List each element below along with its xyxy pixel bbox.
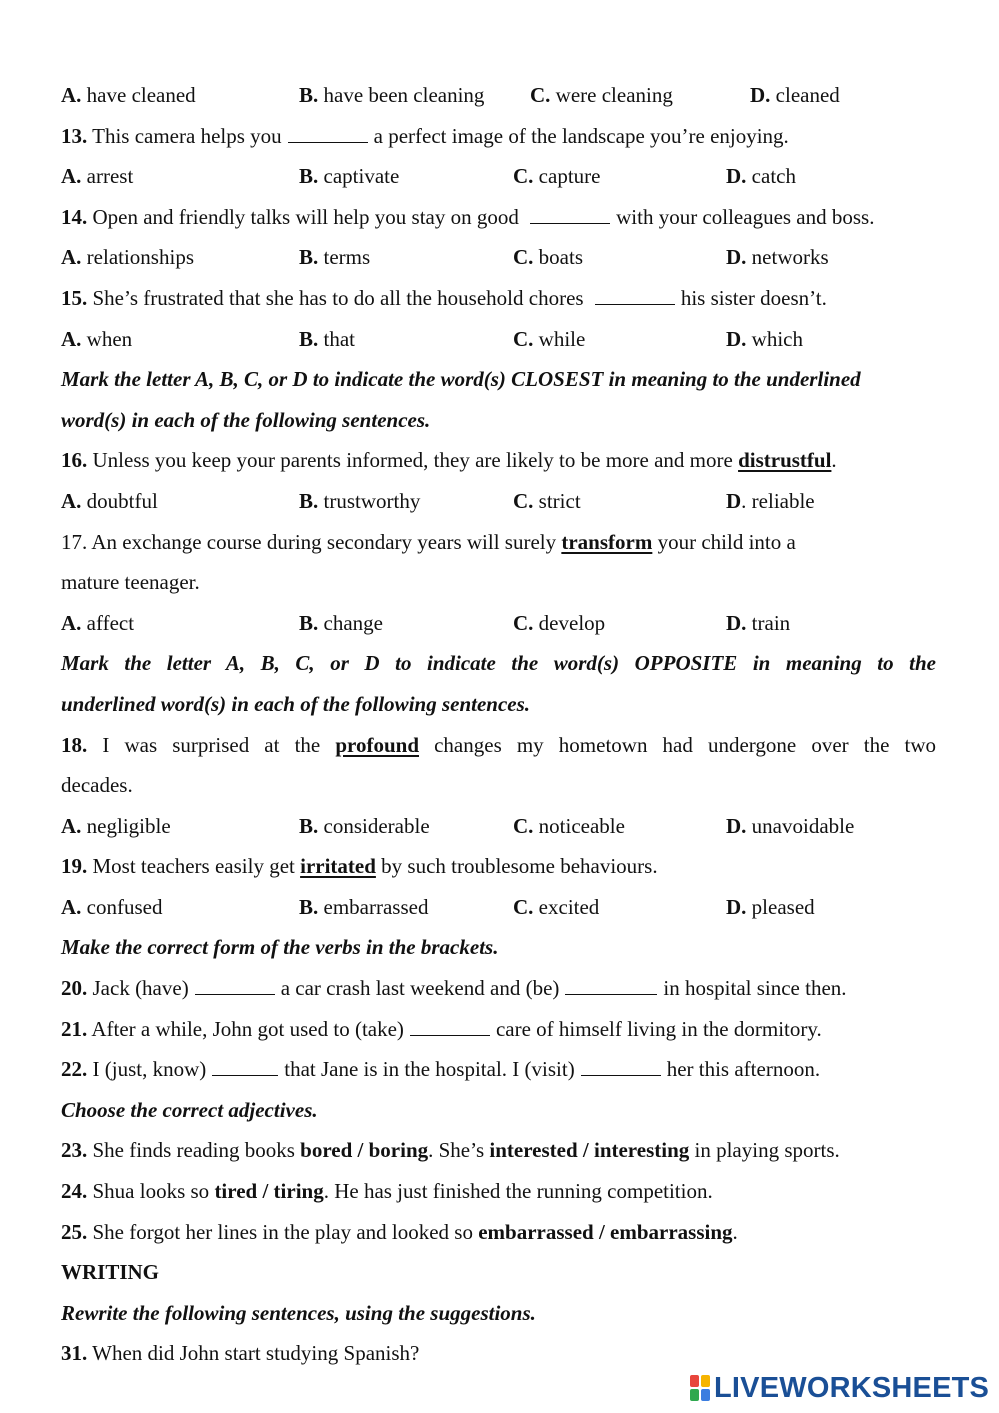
question-25: 25. She forgot her lines in the play and looked so embarrassed / embarrassing. [61, 1219, 738, 1244]
adjective-choice[interactable]: embarrassed / embarrassing [478, 1219, 733, 1244]
q19-options: A. confused B. embarrassed C. excited D. pleased [61, 894, 815, 919]
question-19: 19. Most teachers easily get irritated by such troublesome behaviours. [61, 854, 658, 879]
question-23: 23. She finds reading books bored / boring. She’s interested / interesting in playing sports. [61, 1138, 840, 1163]
q18-options: A. negligible B. considerable C. noticeable D. unavoidable [61, 813, 855, 838]
question-13: 13. This camera helps you a perfect image of the landscape you’re enjoying. [61, 123, 789, 148]
underlined-word: irritated [300, 854, 376, 879]
question-31: 31. When did John start studying Spanish? [61, 1341, 420, 1366]
answer-blank[interactable] [595, 303, 675, 305]
answer-blank[interactable] [530, 222, 610, 224]
underlined-word: profound [335, 732, 419, 757]
liveworksheets-logo[interactable] [690, 1370, 989, 1406]
instruction-verbs: Make the correct form of the verbs in the brackets. [61, 935, 499, 960]
section-heading-writing: WRITING [61, 1260, 160, 1285]
question-24: 24. Shua looks so tired / tiring. He has just finished the running competition. [61, 1179, 713, 1204]
instruction-adjectives: Choose the correct adjectives. [61, 1097, 318, 1122]
question-14: 14. Open and friendly talks will help you stay on good with your colleagues and boss. [61, 204, 875, 229]
question-17: 17. An exchange course during secondary years will surely transform your child into a [61, 529, 796, 554]
underlined-word: transform [561, 529, 653, 554]
answer-blank[interactable] [288, 141, 368, 143]
answer-blank[interactable] [212, 1074, 278, 1076]
q14-options: A. relationships B. terms C. boats D. networks [61, 245, 829, 270]
q12-options: A. have cleaned B. have been cleaning C. were cleaning D. cleaned [61, 83, 840, 107]
question-18: 18. I was surprised at the profound changes my hometown had undergone over the two [61, 732, 937, 757]
answer-blank[interactable] [565, 993, 657, 995]
question-20: 20. Jack (have) a car crash last weekend and (be) in hospital since then. [61, 976, 847, 1001]
question-16: 16. Unless you keep your parents informed, they are likely to be more and more distrustful. [61, 448, 837, 473]
liveworksheets-logo-icon [690, 1374, 712, 1402]
question-17-line2: mature teenager. [61, 570, 200, 595]
instruction-opposite-line1: Mark the letter A, B, C, or D to indicate the word(s) OPPOSITE in meaning to the [61, 651, 936, 676]
question-22: 22. I (just, know) that Jane is in the hospital. I (visit) her this afternoon. [61, 1057, 821, 1082]
answer-blank[interactable] [410, 1034, 490, 1036]
q15-options: A. when B. that C. while D. which [61, 326, 803, 351]
answer-blank[interactable] [581, 1074, 661, 1076]
answer-blank[interactable] [195, 993, 275, 995]
logo-text: LIVEWORKSHEETS [714, 1371, 990, 1404]
underlined-word: distrustful [738, 448, 832, 473]
instruction-rewrite: Rewrite the following sentences, using the suggestions. [61, 1300, 536, 1325]
adjective-choice[interactable]: bored / boring [300, 1138, 429, 1163]
instruction-opposite-line2: underlined word(s) in each of the following sentences. [61, 691, 531, 716]
adjective-choice[interactable]: interested / interesting [489, 1138, 690, 1163]
instruction-closest-line1: Mark the letter A, B, C, or D to indicate the word(s) CLOSEST in meaning to the underlined [61, 367, 861, 392]
q13-options: A. arrest B. captivate C. capture D. catch [61, 164, 796, 189]
instruction-closest-line2: word(s) in each of the following sentences. [61, 407, 431, 432]
q17-options: A. affect B. change C. develop D. train [61, 610, 791, 635]
worksheet-page [61, 75, 936, 1374]
question-18-line2: decades. [61, 773, 133, 798]
question-15: 15. She’s frustrated that she has to do all the household chores his sister doesn’t. [61, 285, 827, 310]
adjective-choice[interactable]: tired / tiring [214, 1179, 324, 1204]
q16-options: A. doubtful B. trustworthy C. strict D. reliable [61, 488, 815, 513]
question-21: 21. After a while, John got used to (take) care of himself living in the dormitory. [61, 1016, 822, 1041]
